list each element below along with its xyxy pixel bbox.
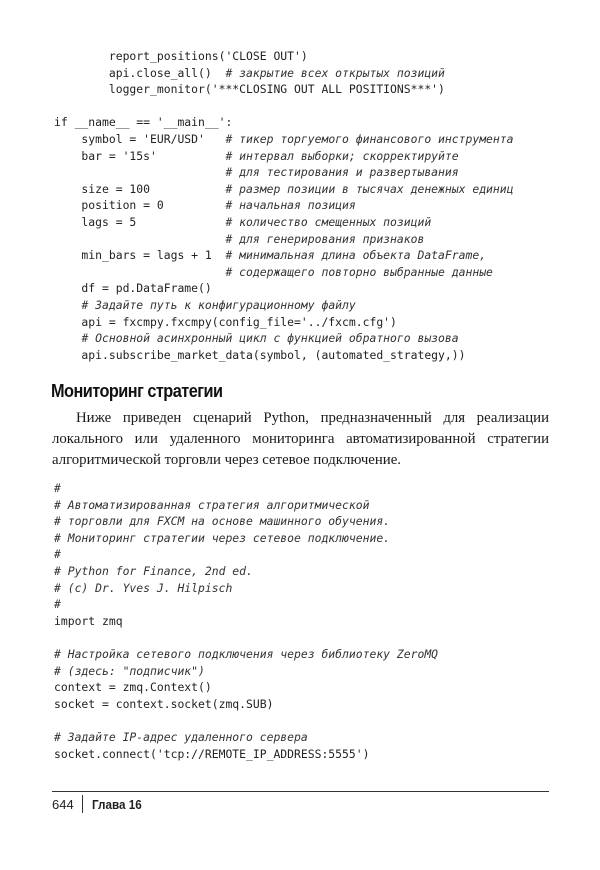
code-text: bar = '15s' <box>54 148 226 163</box>
code-comment: # размер позиции в тысячах денежных единиц <box>225 181 514 196</box>
code-comment: # Мониторинг стратегии через сетевое подключение. <box>54 530 391 545</box>
code-text: symbol = 'EUR/USD' <box>54 131 226 146</box>
code-text: min_bars = lags + 1 <box>54 248 226 263</box>
code-comment: # Задайте IP-адрес удаленного сервера <box>54 729 308 744</box>
code-comment: # (здесь: "подписчик") <box>54 663 205 678</box>
code-line <box>54 746 438 763</box>
code-comment: # закрытие всех открытых позиций <box>225 65 445 80</box>
code-text: position = 0 <box>54 198 226 213</box>
code-line <box>54 729 438 746</box>
code-comment: # Настройка сетевого подключения через библиотеку ZeroMQ <box>54 646 439 661</box>
code-comment: # тикер торгуемого финансового инструмента <box>225 131 514 146</box>
code-line <box>54 314 513 331</box>
code-line <box>54 297 513 314</box>
code-line <box>54 48 513 65</box>
chapter-label: Глава 16 <box>92 797 142 812</box>
code-block-strategy-main <box>54 48 513 363</box>
code-text: lags = 5 <box>54 214 226 229</box>
code-comment: # Python for Finance, 2nd ed. <box>54 563 253 578</box>
code-comment: # минимальная длина объекта DataFrame, <box>225 248 487 263</box>
code-text: socket.connect('tcp://REMOTE_IP_ADDRESS:5555') <box>54 746 370 761</box>
code-comment: # интервал выборки; скорректируйте <box>225 148 459 163</box>
code-line <box>54 81 513 98</box>
code-comment: # количество смещенных позиций <box>225 214 432 229</box>
code-comment: # для генерирования признаков <box>225 231 425 246</box>
footer-separator <box>82 795 83 813</box>
code-line <box>54 98 513 115</box>
code-line <box>54 513 438 530</box>
code-text: import zmq <box>54 613 123 628</box>
code-line <box>54 197 513 214</box>
code-comment: # содержащего повторно выбранные данные <box>225 264 493 279</box>
code-block-monitoring-script <box>54 480 438 762</box>
code-line <box>54 247 513 264</box>
code-comment: # Задайте путь к конфигурационному файлу <box>81 297 356 312</box>
code-text: socket = context.socket(zmq.SUB) <box>54 696 274 711</box>
code-line <box>54 330 513 347</box>
code-line <box>54 181 513 198</box>
code-text <box>54 165 225 179</box>
code-line <box>54 629 438 646</box>
code-text: if __name__ == '__main__': <box>54 115 233 130</box>
code-line <box>54 164 513 181</box>
code-comment: # Основной асинхронный цикл с функцией обратного вызова <box>81 331 459 346</box>
code-line <box>54 148 513 165</box>
code-line <box>54 214 513 231</box>
code-text: context = zmq.Context() <box>54 680 212 695</box>
code-line <box>54 613 438 630</box>
code-line <box>54 480 438 497</box>
code-line <box>54 696 438 713</box>
code-text: api.close_all() <box>54 65 226 80</box>
code-comment: # Автоматизированная стратегия алгоритмической <box>54 497 370 512</box>
code-line <box>54 679 438 696</box>
code-text: logger_monitor('***CLOSING OUT ALL POSITIONS***') <box>54 82 445 97</box>
code-line <box>54 563 438 580</box>
code-line <box>54 580 438 597</box>
code-line <box>54 280 513 297</box>
code-text: api.subscribe_market_data(symbol, (automated_strategy,)) <box>54 347 466 362</box>
code-text: api = fxcmpy.fxcmpy(config_file='../fxcm.cfg') <box>54 314 397 329</box>
code-line <box>54 347 513 364</box>
code-text <box>54 298 81 312</box>
code-line <box>54 131 513 148</box>
code-line <box>54 546 438 563</box>
intro-paragraph: Ниже приведен сценарий Python, предназначенный для реализации локального или удаленного мониторинга автоматизированной стратегии алгоритмической торговли через сетевое подключение. <box>52 410 549 468</box>
code-line <box>54 497 438 514</box>
code-comment: # начальная позиция <box>225 198 356 213</box>
code-comment: # <box>54 547 61 562</box>
page-number: 644 <box>52 797 74 812</box>
code-comment: # <box>54 481 61 495</box>
code-text: report_positions('CLOSE OUT') <box>54 49 308 63</box>
code-comment: # торговли для FXCM на основе машинного обучения. <box>54 514 391 529</box>
code-line <box>54 231 513 248</box>
code-line <box>54 65 513 82</box>
code-text <box>54 265 225 279</box>
code-text <box>54 331 81 345</box>
code-text: df = pd.DataFrame() <box>54 281 212 296</box>
code-line <box>54 264 513 281</box>
footer-rule <box>52 791 549 792</box>
code-text: size = 100 <box>54 181 226 196</box>
code-comment: # <box>54 597 61 612</box>
section-heading: Мониторинг стратегии <box>51 380 223 401</box>
code-line <box>54 712 438 729</box>
code-line <box>54 596 438 613</box>
code-comment: # для тестирования и развертывания <box>225 165 459 180</box>
code-line <box>54 646 438 663</box>
code-line <box>54 530 438 547</box>
code-text <box>54 232 225 246</box>
code-line <box>54 114 513 131</box>
code-line <box>54 663 438 680</box>
code-comment: # (c) Dr. Yves J. Hilpisch <box>54 580 233 595</box>
